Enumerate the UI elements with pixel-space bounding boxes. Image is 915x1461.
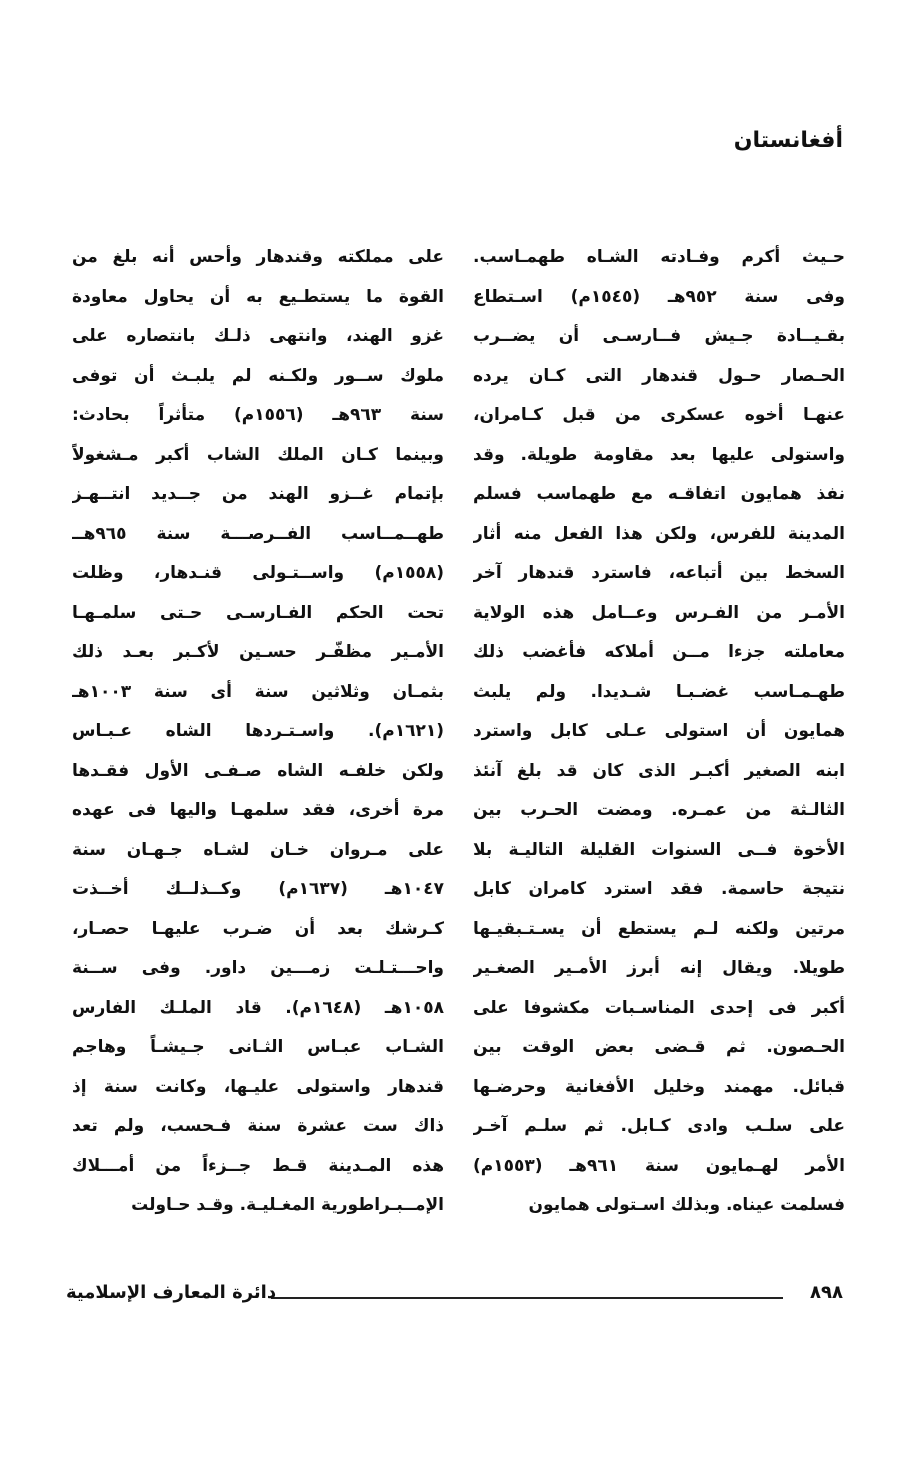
text-line: وفى سنة ٩٥٢هـ (١٥٤٥م) اسـتطاع [473, 286, 845, 307]
text-line: تحت الحكم الفـارسـى حـتى سلمـهـا [72, 602, 444, 623]
text-line: واحـــتـلـت زمـــين داور. وفى ســنة [72, 958, 444, 978]
text-line: واستولى عليها بعد مقاومة طويلة. وقد [473, 444, 845, 465]
text-line: الأخوة فــى السنوات القليلة التاليـة بلا [473, 839, 845, 860]
text-line: ١٠٤٧هـ (١٦٣٧م) وكــذلــك أخــذت [72, 879, 444, 899]
text-line: غزو الهند، وانتهى ذلـك بانتصاره على [72, 326, 444, 346]
text-line: حـيث أكرم وفـادته الشـاه طهمـاسب. [473, 247, 845, 267]
page-footer [66, 1282, 843, 1312]
text-line: الإمــبـراطورية المغـليـة. وقـد حـاولت [131, 1195, 444, 1215]
text-line: الأمـير مظفّـر حسـين لأكـبر بعـد ذلك [72, 642, 444, 662]
text-line: ذاك ست عشرة سنة فـحسب، ولم تعد [72, 1116, 444, 1136]
text-line: بثمـان وثلاثين سنة أى سنة ١٠٠٣هـ [72, 681, 444, 702]
text-line: أكبر فى إحدى المناسـبات مكشوفا على [473, 997, 845, 1018]
text-line: عنهـا أخوه عسكرى من قبل كـامران، [473, 405, 845, 425]
text-line: بقـيــادة جـيش فــارسـى أن يضــرب [473, 326, 845, 346]
text-line: قندهار واستولى عليـها، وكانت سنة إذ [72, 1076, 444, 1097]
text-column-left [72, 238, 444, 1226]
text-line: على مـروان خـان لشـاه جـهـان سنة [72, 839, 444, 860]
text-line: الحـصون. ثم قـضى بعض الوقت بين [473, 1037, 845, 1057]
text-line: مرتين ولكنه لـم يستطع أن يسـتـبقيـها [473, 918, 845, 939]
text-line: الشـاب عبـاس الثـانى جـيشـاً وهاجم [72, 1037, 444, 1057]
text-line: وبينما كـان الملك الشاب أكبر مـشغولاً [72, 444, 444, 465]
text-line: الحـصار حـول قندهار التى كـان يرده [473, 365, 845, 386]
text-line: طويلا. ويقال إنه أبرز الأمـير الصغـير [473, 958, 845, 978]
footer-rule [271, 1297, 783, 1299]
text-line: بإتمام غــزو الهند من جــديد انتــهـز [72, 484, 444, 504]
text-line: مرة أخرى، فقد سلمهـا واليها فى عهده [72, 800, 444, 820]
page-header-title: أفغانستان [733, 128, 843, 153]
text-line: كـرشك بعد أن ضـرب عليهـا حصـار، [72, 918, 444, 939]
text-line: سنة ٩٦٣هـ (١٥٥٦م) متأثراً بحادث: [72, 405, 444, 425]
text-line: على سلـب وادى كـابل. ثم سلـم آخـر [473, 1116, 845, 1136]
text-line: القوة ما يستطـيع به أن يحاول معاودة [72, 286, 444, 307]
text-line: معاملته جزءا مــن أملاكه فأغضب ذلك [473, 642, 845, 662]
text-line: طهــمــاسب الفــرصـــة سنة ٩٦٥هــ [72, 523, 444, 544]
text-line: ولكن خلفـه الشاه صـفـى الأول فقـدها [72, 760, 444, 781]
text-line: فسلمت عيناه. وبذلك اسـتولى همايون [528, 1195, 845, 1215]
text-line: ابنه الصغير أكبـر الذى كان قد بلغ آنئذ [473, 760, 845, 781]
text-line: على مملكته وقندهار وأحس أنه بلغ من [72, 247, 444, 267]
encyclopedia-name: دائرة المعارف الإسلامية [66, 1282, 277, 1303]
text-line: (١٦٢١م). واسـتـردها الشاه عـبـاس [72, 721, 444, 741]
text-line: ملوك ســور ولكـنه لم يلبـث أن توفى [72, 365, 444, 386]
text-line: الأمـر من الفـرس وعــامل هذه الولاية [473, 602, 845, 623]
text-line: المدينة للفرس، ولكن هذا الفعل منه أثار [473, 523, 845, 544]
text-line: قبائل. مهمند وخليل الأفغانية وحرضـها [473, 1076, 845, 1097]
text-line: السخط بين أتباعه، فاسترد قندهار آخر [473, 563, 845, 583]
text-line: نفذ همايون اتفاقـه مع طهماسب فسلم [473, 484, 845, 504]
text-line: نتيجة حاسمة. فقد استرد كامران كابل [473, 879, 845, 899]
text-line: الأمر لهـمايون سنة ٩٦١هـ (١٥٥٣م) [473, 1155, 845, 1176]
text-line: ١٠٥٨هـ (١٦٤٨م). قاد الملـك الفارس [72, 997, 444, 1018]
text-line: همايون أن استولى عـلى كابل واسترد [473, 721, 845, 741]
page-number: ٨٩٨ [810, 1282, 843, 1303]
text-line: هذه المـدينة قـط جــزءاً من أمـــلاك [72, 1155, 444, 1176]
text-line: الثالـثة من عمـره. ومضت الحـرب بين [473, 800, 845, 820]
text-column-right [473, 238, 845, 1226]
text-line: طهـمـاسب غضـبـا شـديدا. ولم يلبث [473, 681, 845, 702]
text-line: (١٥٥٨م) واســتـولى قنـدهار، وظلت [72, 563, 444, 583]
